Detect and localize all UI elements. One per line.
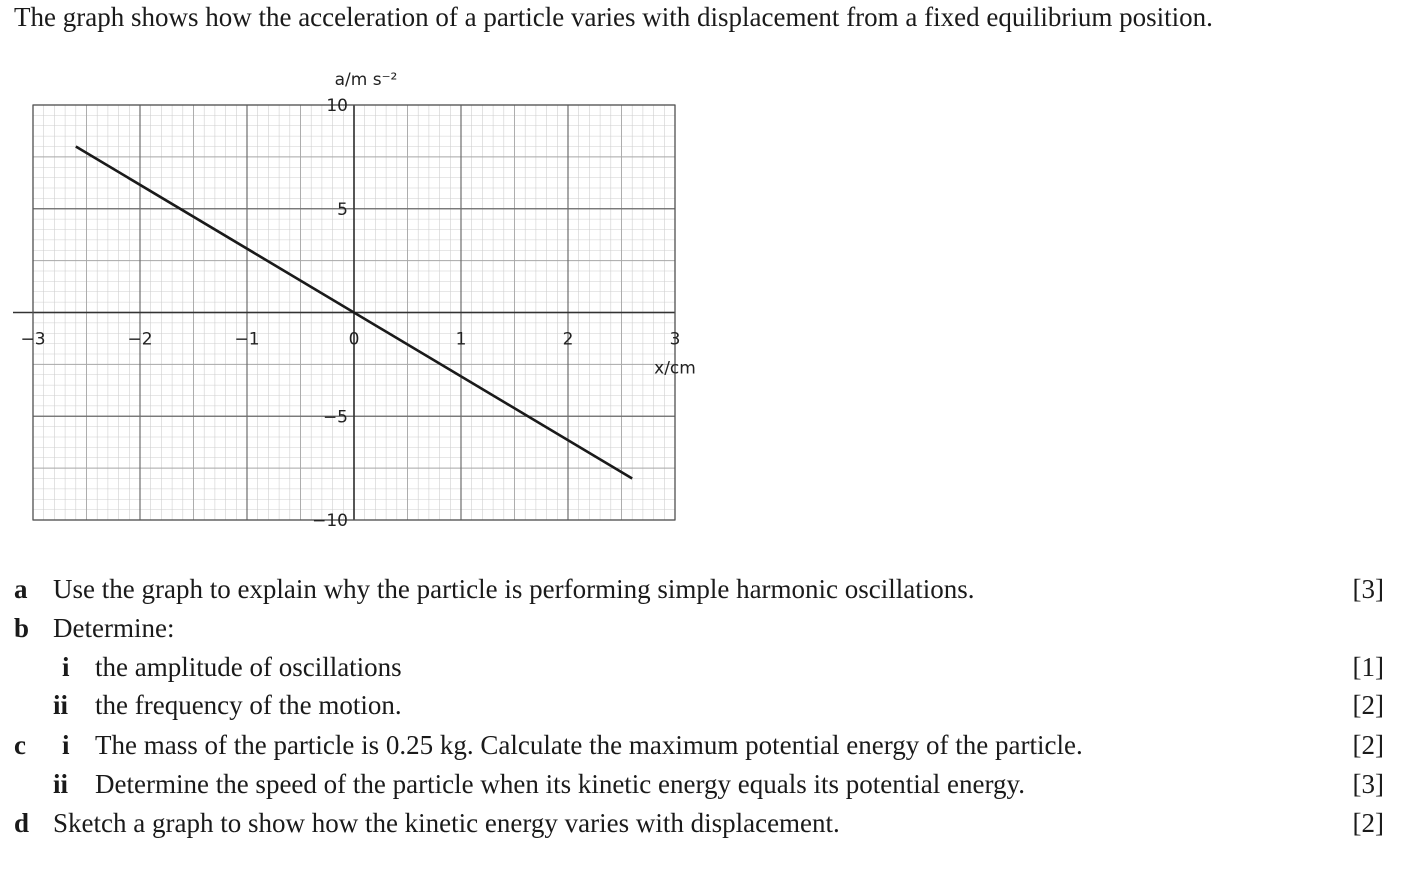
question-marks: [3]	[1352, 769, 1384, 799]
question-d	[0, 808, 1408, 844]
question-label: c	[14, 730, 26, 760]
x-axis-label: x/cm	[654, 358, 696, 379]
tick-labels	[20, 96, 680, 531]
question-label: b	[14, 613, 30, 643]
question-text: Use the graph to explain why the particle is performing simple harmonic oscillations.	[53, 574, 975, 604]
question-text: Determine:	[53, 613, 175, 643]
y-axis-label: a/m s⁻²	[334, 70, 398, 90]
question-a	[0, 574, 1408, 610]
question-text: the frequency of the motion.	[95, 690, 402, 720]
question-b	[0, 613, 1408, 649]
y-tick-label: 10	[326, 96, 348, 116]
y-tick-label: 5	[337, 199, 348, 220]
question-marks: [2]	[1352, 690, 1384, 720]
x-tick-label: 2	[562, 329, 574, 350]
question-b-ii	[0, 690, 1408, 726]
y-tick-label: −10	[312, 511, 348, 531]
question-marks: [1]	[1352, 652, 1384, 682]
x-tick-label: −3	[20, 329, 46, 350]
question-marks: [2]	[1352, 730, 1384, 760]
question-label: a	[14, 574, 28, 604]
question-sublabel: i	[62, 730, 70, 760]
question-text: Determine the speed of the particle when its kinetic energy equals its potential energy.	[95, 769, 1025, 799]
question-label: d	[14, 808, 30, 838]
x-tick-label: −1	[234, 329, 260, 350]
y-tick-label: −5	[322, 407, 348, 428]
intro-text: The graph shows how the acceleration of a particle varies with displacement from a fixed equilibrium position.	[14, 2, 1213, 32]
question-sublabel: i	[62, 652, 70, 682]
x-tick-label: −2	[127, 329, 153, 350]
question-marks: [2]	[1352, 808, 1384, 838]
x-tick-label: 3	[669, 329, 681, 350]
question-text: Sketch a graph to show how the kinetic energy varies with displacement.	[53, 808, 840, 838]
x-tick-label: 0	[348, 329, 360, 350]
question-c-ii	[0, 769, 1408, 805]
question-c-i	[0, 730, 1408, 766]
question-sublabel: ii	[53, 769, 69, 799]
x-tick-label: 1	[455, 329, 467, 350]
question-text: The mass of the particle is 0.25 kg. Calculate the maximum potential energy of the particle.	[95, 730, 1083, 760]
acceleration-displacement-graph	[0, 60, 720, 540]
question-sublabel: ii	[53, 690, 69, 720]
question-marks: [3]	[1352, 574, 1384, 604]
question-b-i	[0, 652, 1408, 688]
question-text: the amplitude of oscillations	[95, 652, 402, 682]
